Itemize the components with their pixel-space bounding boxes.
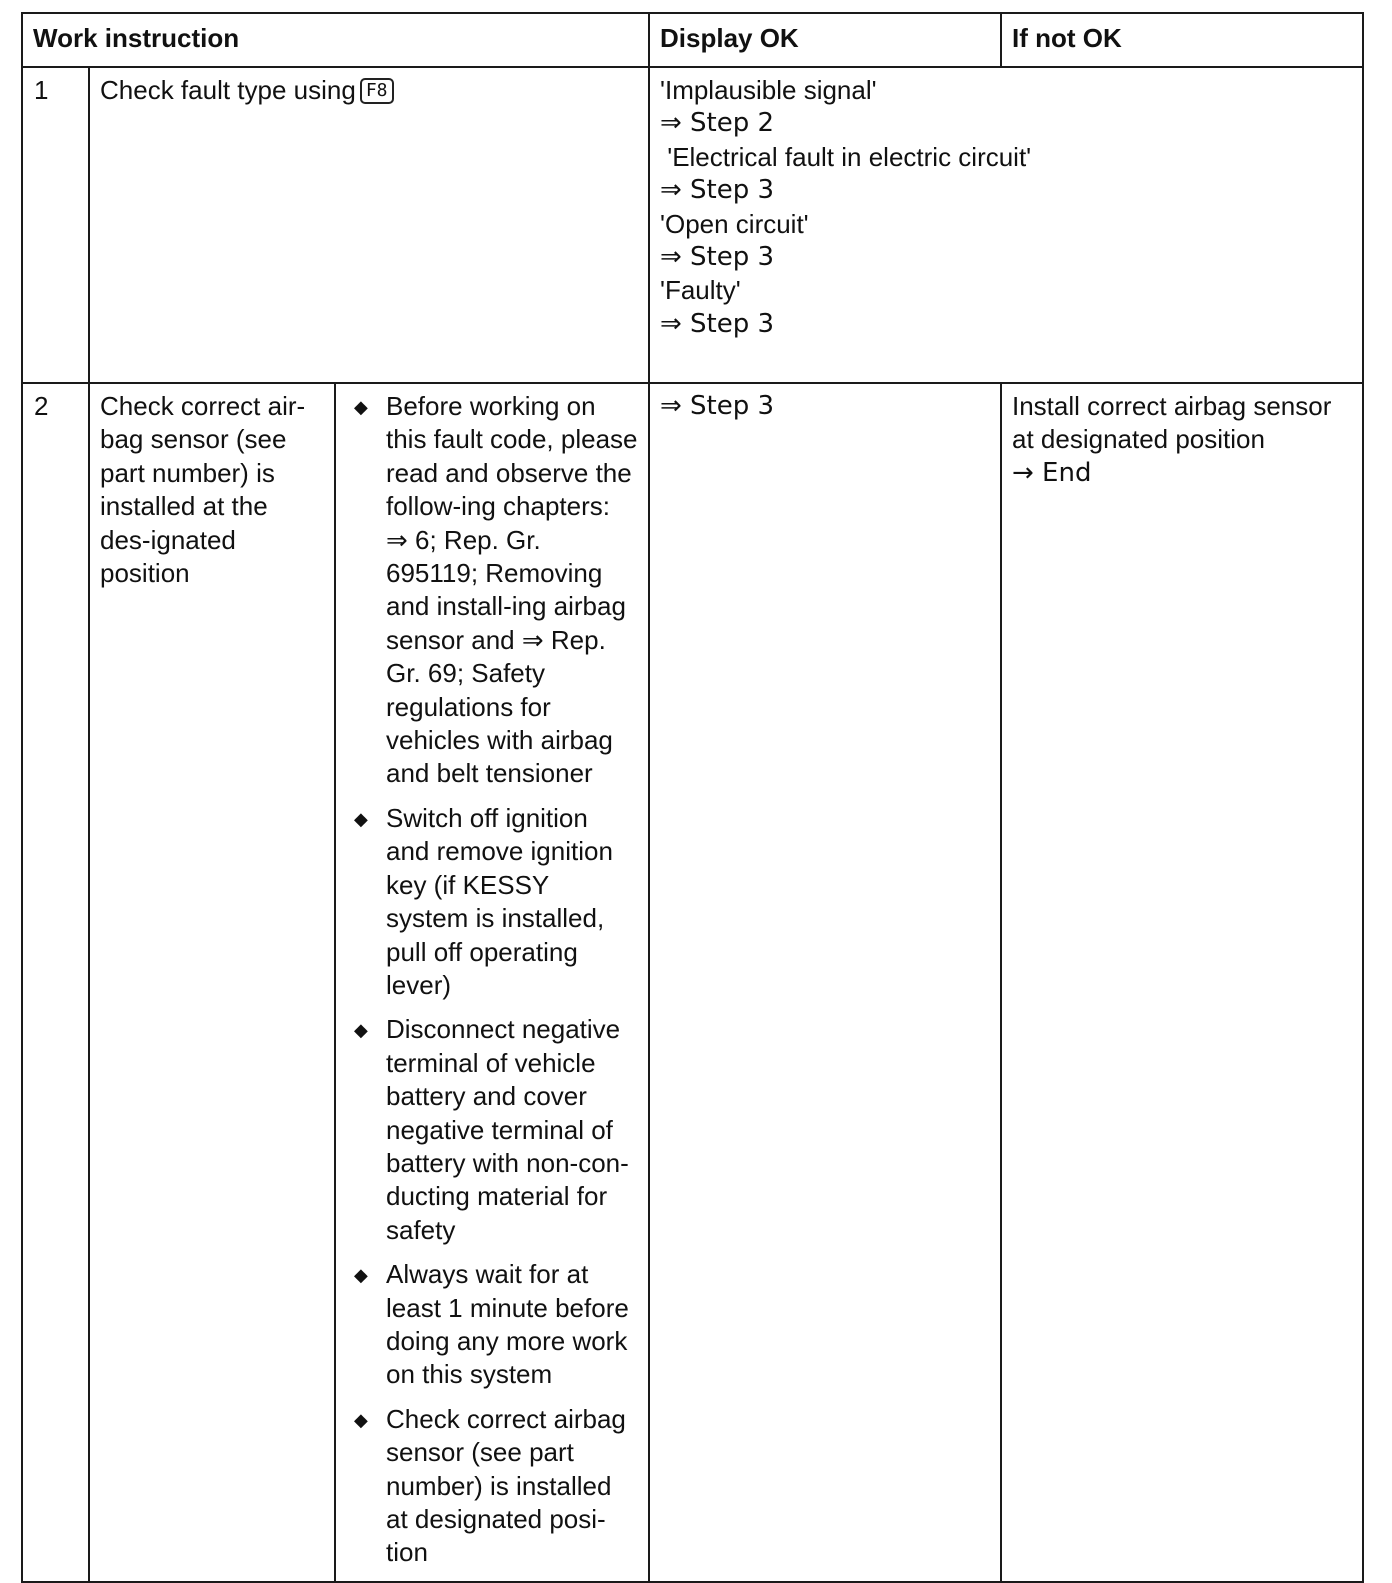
list-item [346, 390, 638, 791]
table-row [22, 383, 1363, 1582]
list-item-text: Disconnect negative terminal of vehicle battery and cover negative terminal of battery with non-con-ducting material for safety [386, 1014, 629, 1245]
if-not-ok-line: at designated position [1012, 424, 1265, 455]
list-item-text: Switch off ignition and remove ignition key (if KESSY system is installed, pull off operating lever) [386, 802, 613, 1000]
list-item-text: Always wait for at least 1 minute before doing any more work on this system [386, 1259, 629, 1390]
list-item-text: Before working on this fault code, please read and observe the follow-ing chapters: ⇒ 6; Rep. Gr. 695119; Removing and install-ing airbag sensor and ⇒ Rep. Gr. 69; Safety regulations for vehicles with airbag and belt tensioner [386, 391, 638, 789]
list-item [346, 802, 638, 1002]
f8-key-icon: F8 [360, 78, 394, 104]
display-ok-cell: ⇒ Step 3 [649, 383, 1001, 1582]
header-work-instruction: Work instruction [22, 13, 649, 67]
diamond-bullet-icon: ◆ [354, 1020, 368, 1041]
list-item [346, 1258, 638, 1392]
step-instruction-text: Check fault type using [100, 75, 356, 105]
step-instruction: Check correct air-bag sensor (see part number) is installed at the des-ignated position [89, 383, 335, 1582]
diamond-bullet-icon: ◆ [354, 1409, 368, 1430]
bullet-list [346, 390, 638, 1570]
work-instruction-table [21, 12, 1364, 1583]
list-item [346, 1403, 638, 1570]
if-not-ok-line: → End [1012, 457, 1092, 488]
list-item [346, 1013, 638, 1247]
display-ok-cell [649, 67, 1363, 383]
diamond-bullet-icon: ◆ [354, 1265, 368, 1286]
display-ok-line: 'Implausible signal' [660, 75, 877, 105]
display-ok-line: ⇒ Step 3 [660, 308, 775, 339]
if-not-ok-cell [1001, 383, 1363, 1582]
table-header-row [22, 13, 1363, 67]
step-instruction [89, 67, 649, 383]
display-ok-line: ⇒ Step 3 [660, 175, 775, 206]
diamond-bullet-icon: ◆ [354, 808, 368, 829]
display-ok-line: 'Electrical fault in electric circuit' [660, 141, 1032, 172]
display-ok-line: 'Faulty' [660, 275, 741, 306]
step-details [335, 383, 649, 1582]
if-not-ok-line: Install correct airbag sensor [1012, 391, 1332, 421]
display-ok-line: ⇒ Step 2 [660, 108, 775, 139]
table-row [22, 67, 1363, 383]
display-ok-line: ⇒ Step 3 [660, 242, 775, 273]
display-ok-line: 'Open circuit' [660, 208, 809, 239]
header-if-not-ok: If not OK [1001, 13, 1363, 67]
step-number: 2 [22, 383, 89, 1582]
diamond-bullet-icon: ◆ [354, 397, 368, 417]
list-item-text: Check correct airbag sensor (see part number) is installed at designated posi-tion [386, 1403, 626, 1568]
header-display-ok: Display OK [649, 13, 1001, 67]
step-number: 1 [22, 67, 89, 383]
